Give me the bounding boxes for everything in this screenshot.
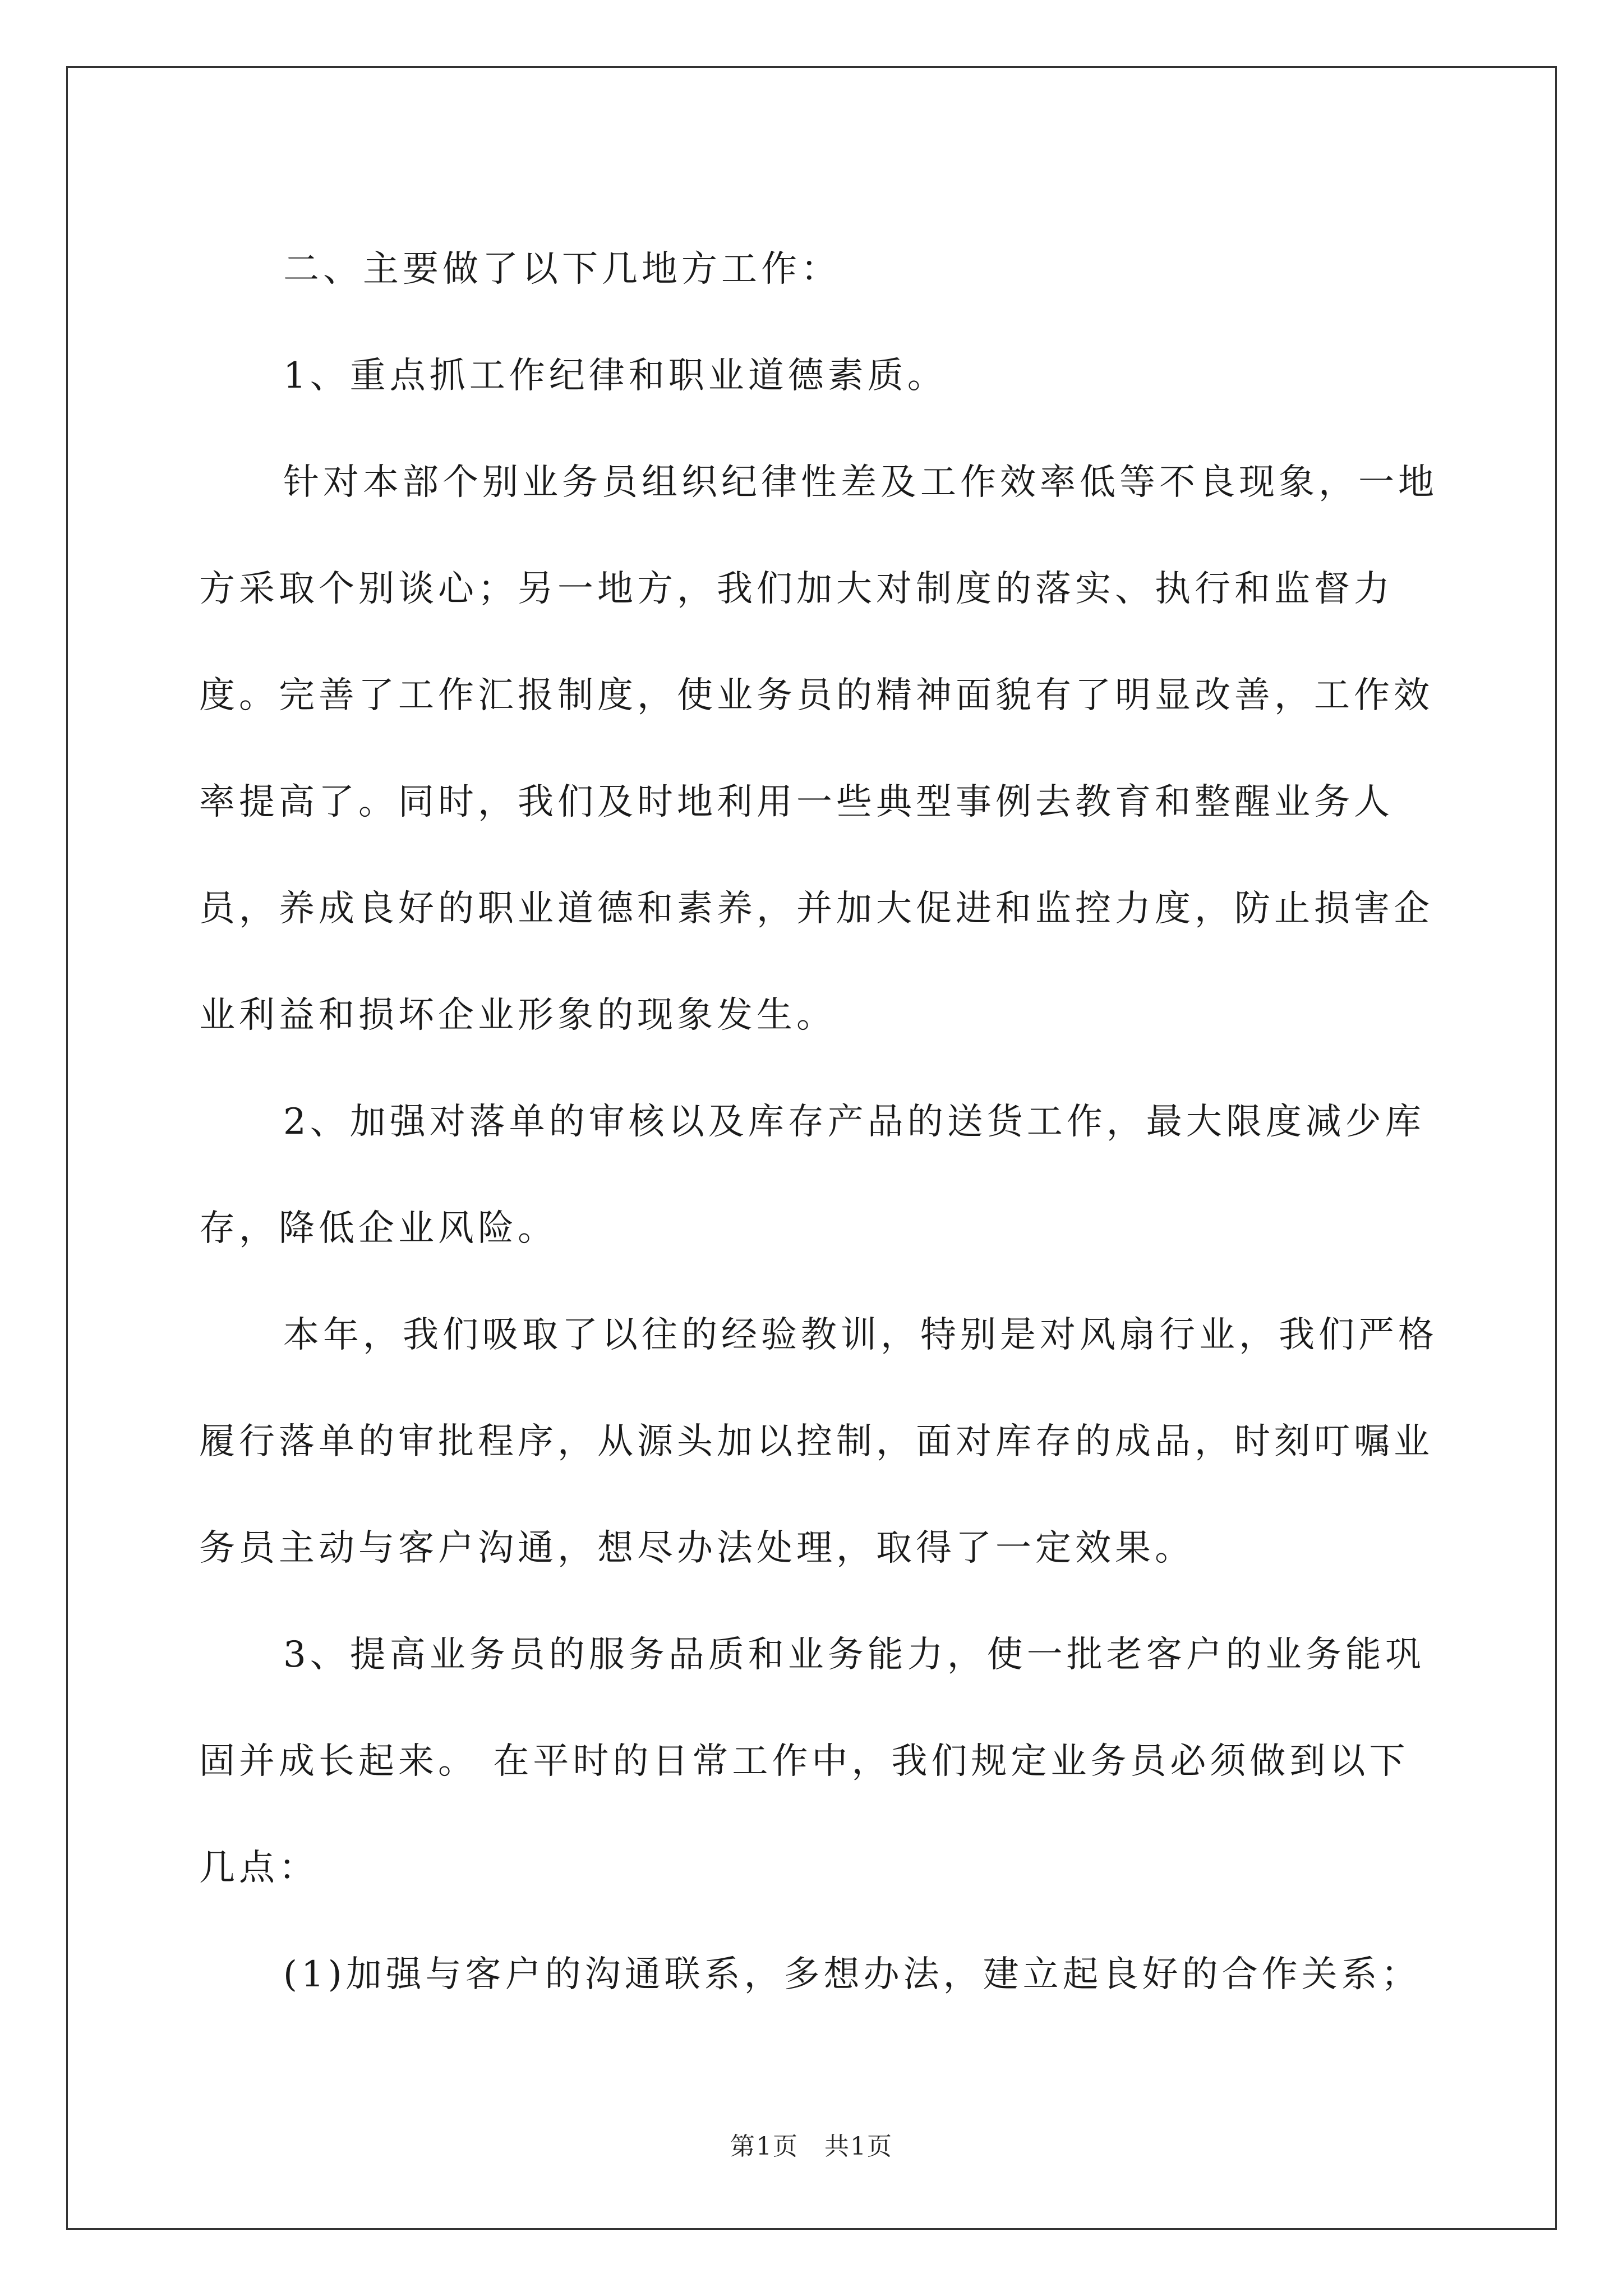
page-footer: 第1页 共1页 (730, 2132, 893, 2161)
paragraph-subitem-1: (1)加强与客户的沟通联系，多想办法，建立起良好的合作关系； (283, 1954, 1421, 1995)
paragraph-item-2-heading: 2、加强对落单的审核以及库存产品的送货工作，最大限度减少库存，降低企业风险。 (199, 1101, 1425, 1249)
paragraph-item-1-heading: 1、重点抓工作纪律和职业道德素质。 (283, 355, 947, 397)
paragraph-item-2-body: 本年，我们吸取了以往的经验教训，特别是对风扇行业，我们严格履行落单的审批程序，从源头加以控制，面对库存的成品，时刻叮嘱业务员主动与客户沟通，想尽办法处理，取得了一定效果。 (199, 1314, 1438, 1569)
paragraph-section-heading: 二、主要做了以下几地方工作： (283, 249, 841, 290)
document-body (199, 216, 1438, 2028)
paragraph-item-1-body: 针对本部个别业务员组织纪律性差及工作效率低等不良现象，一地方采取个别谈心；另一地方，我们加大对制度的落实、执行和监督力度。完善了工作汇报制度，使业务员的精神面貌有了明显改善，工作效率提高了。同时，我们及时地利用一些典型事例去教育和整醒业务人员，养成良好的职业道德和素养，并加大促进和监控力度，防止损害企业利益和损坏企业形象的现象发生。 (199, 462, 1438, 1036)
paragraph-item-3: 3、提高业务员的服务品质和业务能力，使一批老客户的业务能巩固并成长起来。 在平时的日常工作中，我们规定业务员必须做到以下几点： (199, 1634, 1425, 1889)
